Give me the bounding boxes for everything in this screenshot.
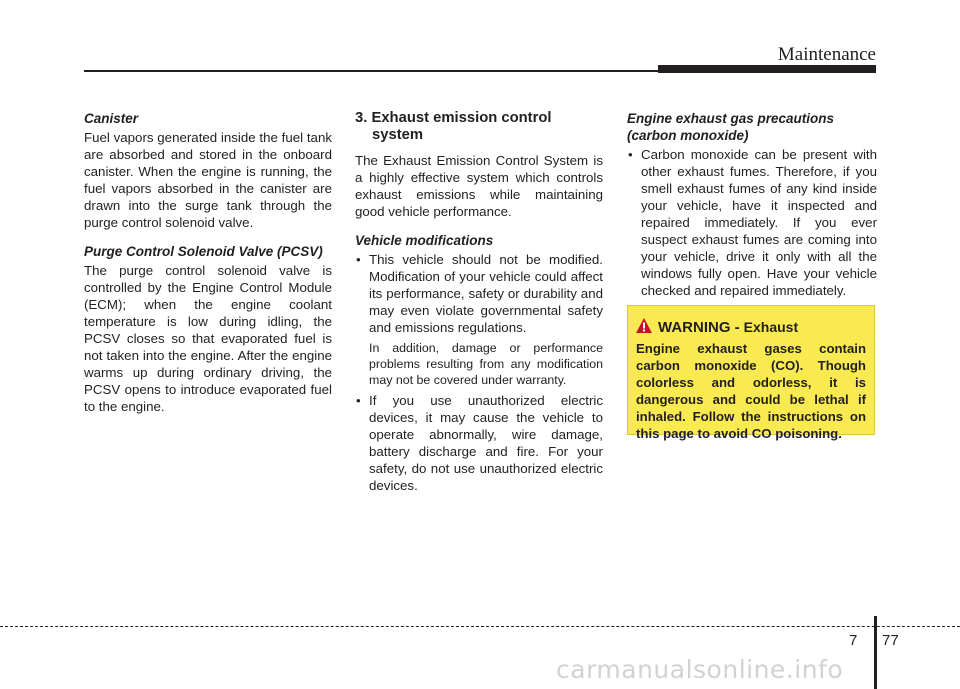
list-item <box>355 251 603 336</box>
warranty-note: In addition, damage or performance problems resulting from any modification may not be covered under warranty. <box>369 341 603 387</box>
column-middle <box>355 110 603 498</box>
page-chapter-number: 7 <box>849 632 858 649</box>
footer-divider-bar <box>874 616 877 689</box>
vehicle-modifications-heading: Vehicle modifications <box>355 233 494 248</box>
bullet-icon: • <box>628 147 633 162</box>
list-item <box>627 146 877 299</box>
watermark: carmanualsonline.info <box>556 655 844 684</box>
pcsv-heading: Purge Control Solenoid Valve (PCSV) <box>84 244 323 259</box>
bullet-text-carbon-monoxide: Carbon monoxide can be present with other exhaust fumes. Therefore, if you smell exhaust fumes of any kind inside your vehicle, have it inspected and repaired immediately. If you ever suspect exhaust fumes are coming into your vehicle, drive it only with all the windows fully open. Have your vehicle checked and repaired immediately. <box>641 147 877 298</box>
pcsv-text: The purge control solenoid valve is controlled by the Engine Control Module (ECM); when the engine coolant temperature is low during idling, the PCSV closes so that evaporated fuel is not taken into the engine. After the engine warms up during ordinary driving, the PCSV opens to introduce evaporated fuel to the engine. <box>84 263 332 414</box>
bullet-text-electric-devices: If you use unauthorized electric devices, it may cause the vehicle to operate abnormally, wire damage, battery discharge and fire. For your safety, do not use unauthorized electric devices. <box>369 393 603 493</box>
footer-rule <box>0 626 960 627</box>
exhaust-intro-text: The Exhaust Emission Control System is a highly effective system which controls exhaust emissions while maintaining good vehicle performance. <box>355 153 603 219</box>
column-left <box>84 110 332 423</box>
canister-text: Fuel vapors generated inside the fuel tank are absorbed and stored in the onboard canister. When the engine is running, the fuel vapors absorbed in the canister are drawn into the surge tank through the purge control solenoid valve. <box>84 130 332 230</box>
warning-topic: Exhaust <box>743 319 799 335</box>
page-number: 77 <box>882 632 899 649</box>
canister-heading: Canister <box>84 111 139 126</box>
bullet-icon: • <box>356 393 361 408</box>
warning-text: Engine exhaust gases contain carbon monoxide (CO). Though colorless and odorless, it is dangerous and could be lethal if inhaled. Follow the instructions on this page to avoid CO poisoning. <box>636 341 866 441</box>
section-heading-exhaust-emission: 3. Exhaust emission control system <box>355 110 552 143</box>
page-header-title: Maintenance <box>777 44 876 65</box>
bullet-text-modification: This vehicle should not be modified. Modification of your vehicle could affect its performance, safety or durability and may even violate governmental safety and emissions regulations. <box>369 252 603 335</box>
warning-triangle-icon <box>636 318 652 336</box>
column-right <box>627 110 877 303</box>
list-item <box>355 392 603 494</box>
warning-box-exhaust <box>627 305 875 441</box>
warning-title <box>636 318 866 336</box>
header-tab-bar <box>658 65 876 73</box>
warning-label: WARNING - <box>658 318 740 336</box>
bullet-icon: • <box>356 252 361 267</box>
exhaust-precautions-heading: Engine exhaust gas precautions (carbon monoxide) <box>627 111 835 143</box>
